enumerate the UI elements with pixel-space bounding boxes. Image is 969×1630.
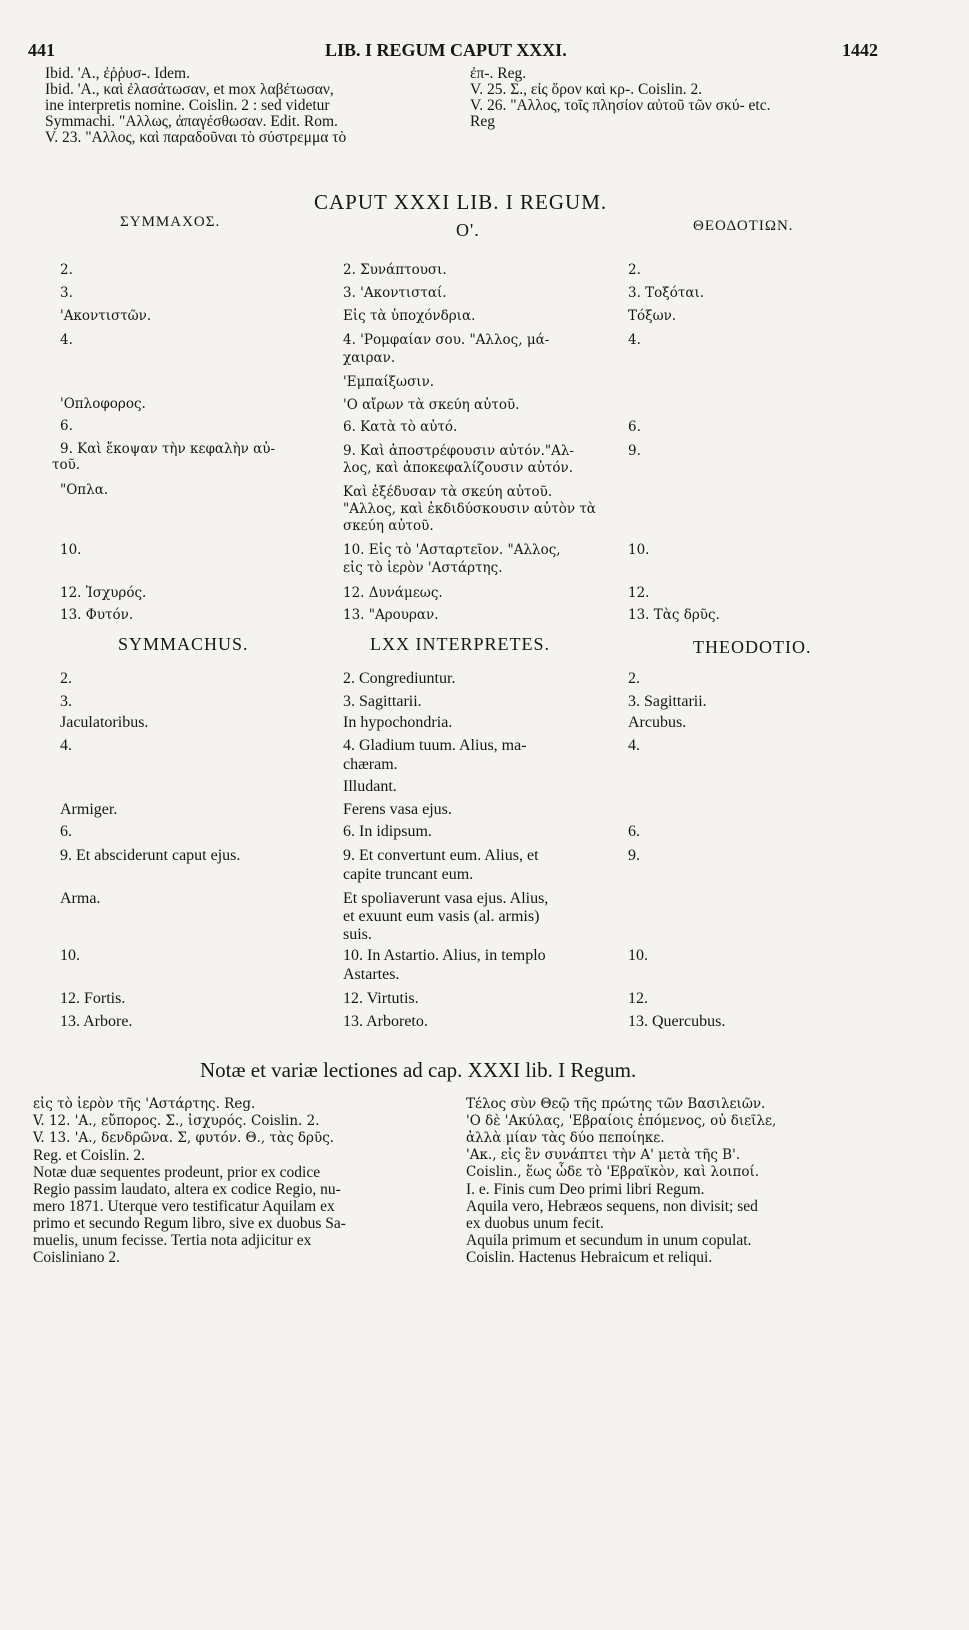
running-title: LIB. I REGUM CAPUT XXXI. bbox=[325, 40, 567, 60]
latin-sym-line: Jaculatoribus. bbox=[60, 714, 149, 731]
note-line: V. 25. Σ., εἰς ὅρον καὶ κρ-. Coislin. 2. bbox=[470, 81, 703, 98]
note-line: V. 12. 'Α., εὔπορος. Σ., ἰσχυρός. Coislin. 2. bbox=[33, 1113, 320, 1129]
note-line: primo et secundo Regum libro, sive ex duobus Sa- bbox=[33, 1215, 346, 1232]
latin-sym-line: 3. bbox=[60, 693, 72, 710]
latin-head-symmachus: SYMMACHUS. bbox=[118, 634, 249, 654]
note-line: Coislin. Hactenus Hebraicum et reliqui. bbox=[466, 1249, 713, 1266]
note-line: Notæ duæ sequentes prodeunt, prior ex codice bbox=[33, 1164, 321, 1181]
greek-lxx-line: 13. "Αρουραν. bbox=[343, 607, 439, 623]
note-line: 'Ακ., εἰς ἓν συνάπτει τὴν Α' μετὰ τῆς Β'. bbox=[466, 1147, 741, 1163]
greek-lxx-line: 9. Καὶ ἀποστρέφουσιν αὐτόν."Αλ- bbox=[343, 443, 574, 459]
top-notes-right bbox=[470, 66, 770, 130]
note-line: muelis, unum fecisse. Tertia nota adjicitur ex bbox=[33, 1232, 312, 1249]
latin-lxx-line: Ferens vasa ejus. bbox=[343, 801, 452, 818]
latin-sym-line: 13. Arbore. bbox=[60, 1013, 133, 1030]
greek-theo-line: 4. bbox=[628, 332, 641, 348]
greek-lxx-line: λος, καὶ ἀποκεφαλίζουσιν αὐτόν. bbox=[343, 460, 574, 476]
latin-lxx-line: In hypochondria. bbox=[343, 714, 453, 731]
note-line: Reg. et Coislin. 2. bbox=[33, 1147, 145, 1164]
note-line: ἐπ-. Reg. bbox=[470, 65, 527, 82]
latin-lxx-line: suis. bbox=[343, 926, 372, 943]
greek-sym-line: 6. bbox=[60, 418, 73, 434]
latin-lxx-line: 13. Arboreto. bbox=[343, 1013, 428, 1030]
latin-theo-line: 9. bbox=[628, 847, 640, 864]
greek-lxx-line: 2. Συνάπτουσι. bbox=[343, 262, 447, 278]
note-line: ex duobus unum fecit. bbox=[466, 1215, 604, 1232]
greek-theo-line: Τόξων. bbox=[628, 308, 677, 324]
latin-theo-line: 3. Sagittarii. bbox=[628, 693, 707, 710]
greek-lxx-line: Εἰς τὰ ὑποχόνδρια. bbox=[343, 308, 476, 324]
latin-theo-line: 12. bbox=[628, 990, 648, 1007]
greek-sym-line: 3. bbox=[60, 285, 73, 301]
note-line: Reg bbox=[470, 113, 495, 130]
greek-sym-line: 'Οπλοφορος. bbox=[60, 396, 146, 412]
greek-sym-line: 'Ακοντιστῶν. bbox=[60, 308, 152, 324]
latin-lxx-line: capite truncant eum. bbox=[343, 866, 474, 883]
greek-lxx-line: 'Ο αἴρων τὰ σκεύη αὐτοῦ. bbox=[343, 397, 520, 413]
greek-theo-line: 6. bbox=[628, 419, 641, 435]
note-line: 'Ο δὲ 'Ακύλας, 'Εβραίοις ἑπόμενος, οὐ διεῖλε, bbox=[466, 1113, 777, 1129]
note-line: εἰς τὸ ἱερὸν τῆς 'Αστάρτης. Reg. bbox=[33, 1096, 256, 1112]
latin-lxx-line: 3. Sagittarii. bbox=[343, 693, 422, 710]
bottom-notes-left bbox=[33, 1096, 346, 1266]
greek-lxx-line: χαιραν. bbox=[343, 350, 396, 366]
greek-lxx-line: Καὶ ἐξέδυσαν τὰ σκεύη αὐτοῦ. bbox=[343, 484, 553, 500]
greek-theo-line: 13. Τὰς δρῦς. bbox=[628, 607, 720, 623]
latin-theo-line: 2. bbox=[628, 670, 640, 687]
note-line: Coisliniano 2. bbox=[33, 1249, 120, 1266]
note-line: Aquila vero, Hebræos sequens, non divisit; sed bbox=[466, 1198, 758, 1215]
greek-head-lxx: Ο'. bbox=[456, 220, 480, 240]
greek-lxx-line: 10. Εἰς τὸ 'Ασταρτεῖον. "Αλλος, bbox=[343, 542, 561, 558]
latin-theo-line: 13. Quercubus. bbox=[628, 1013, 726, 1030]
latin-head-theodotion: THEODOTIO. bbox=[693, 637, 812, 657]
latin-lxx-line: 10. In Astartio. Alius, in templo bbox=[343, 947, 546, 964]
latin-lxx-line: 2. Congrediuntur. bbox=[343, 670, 456, 687]
greek-sym-line: 2. bbox=[60, 262, 73, 278]
latin-head-lxx: LXX INTERPRETES. bbox=[370, 634, 550, 654]
top-notes-left bbox=[45, 66, 346, 146]
greek-lxx-line: 12. Δυνάμεως. bbox=[343, 585, 443, 601]
latin-lxx-line: Illudant. bbox=[343, 778, 397, 795]
latin-sym-line: 10. bbox=[60, 947, 80, 964]
greek-sym-line: 13. Φυτόν. bbox=[60, 607, 134, 623]
greek-theo-line: 3. Τοξόται. bbox=[628, 285, 705, 301]
greek-theo-line: 12. bbox=[628, 585, 650, 601]
latin-sym-line: 2. bbox=[60, 670, 72, 687]
page-number-right: 1442 bbox=[842, 40, 878, 60]
greek-sym-line: 10. bbox=[60, 542, 82, 558]
greek-theo-line: 2. bbox=[628, 262, 641, 278]
note-line: Coislin., ἕως ὧδε τὸ 'Εβραϊκὸν, καὶ λοιποί. bbox=[466, 1164, 760, 1180]
latin-lxx-line: chæram. bbox=[343, 756, 398, 773]
latin-sym-line: 6. bbox=[60, 823, 72, 840]
note-line: mero 1871. Uterque vero testificatur Aquilam ex bbox=[33, 1198, 335, 1215]
note-line: Ibid. 'Α., ἐῤῥυσ-. Idem. bbox=[45, 65, 190, 82]
note-line: V. 26. "Αλλος, τοῖς πλησίον αὐτοῦ τῶν σκύ- etc. bbox=[470, 97, 771, 114]
latin-sym-line: 4. bbox=[60, 737, 72, 754]
latin-lxx-line: et exuunt eum vasis (al. armis) bbox=[343, 908, 540, 925]
latin-sym-line: Armiger. bbox=[60, 801, 118, 818]
latin-theo-line: 10. bbox=[628, 947, 648, 964]
latin-lxx-line: Astartes. bbox=[343, 966, 400, 983]
latin-sym-line: 12. Fortis. bbox=[60, 990, 126, 1007]
latin-sym-line: Arma. bbox=[60, 890, 101, 907]
note-line: Ibid. 'Α., καὶ ἐλασάτωσαν, et mox λαβέτωσαν, bbox=[45, 81, 334, 98]
latin-lxx-line: Et spoliaverunt vasa ejus. Alius, bbox=[343, 890, 549, 907]
latin-lxx-line: 4. Gladium tuum. Alius, ma- bbox=[343, 737, 527, 754]
page-number-left: 441 bbox=[28, 40, 55, 60]
greek-head-theodotion: ΘΕΟΔΟΤΙΩΝ. bbox=[693, 218, 794, 234]
note-line: Aquila primum et secundum in unum copulat. bbox=[466, 1232, 752, 1249]
greek-lxx-line: 3. 'Ακοντισταί. bbox=[343, 285, 447, 301]
greek-sym-line: "Οπλα. bbox=[60, 482, 109, 498]
latin-theo-line: 4. bbox=[628, 737, 640, 754]
greek-lxx-line: 'Εμπαίξωσιν. bbox=[343, 374, 435, 390]
note-line: Symmachi. "Αλλως, ἀπαγέσθωσαν. Edit. Rom. bbox=[45, 113, 338, 130]
latin-theo-line: Arcubus. bbox=[628, 714, 687, 731]
latin-theo-line: 6. bbox=[628, 823, 640, 840]
note-line: V. 23. "Αλλος, καὶ παραδοῦναι τὸ σύστρεμμα τὸ bbox=[45, 129, 347, 146]
note-line: Regio passim laudato, altera ex codice Regio, nu- bbox=[33, 1181, 341, 1198]
notes-title: Notæ et variæ lectiones ad cap. XXXI lib. I Regum. bbox=[200, 1058, 637, 1082]
greek-sym-line: 12. Ἰσχυρός. bbox=[60, 585, 147, 601]
note-line: Τέλος σὺν Θεῷ τῆς πρώτης τῶν Βασιλειῶν. bbox=[466, 1096, 766, 1112]
section-title: CAPUT XXXI LIB. I REGUM. bbox=[314, 190, 608, 214]
greek-lxx-line: εἰς τὸ ἱερὸν 'Αστάρτης. bbox=[343, 560, 503, 576]
greek-theo-line: 10. bbox=[628, 542, 650, 558]
greek-lxx-line: σκεύη αὐτοῦ. bbox=[343, 518, 434, 534]
note-line: I. e. Finis cum Deo primi libri Regum. bbox=[466, 1181, 705, 1198]
note-line: ἀλλὰ μίαν τὰς δύο πεποίηκε. bbox=[466, 1130, 665, 1146]
latin-sym-line: 9. Et absciderunt caput ejus. bbox=[60, 847, 241, 864]
greek-lxx-line: 6. Κατὰ τὸ αὐτό. bbox=[343, 419, 458, 435]
greek-head-symmachus: ΣΥΜΜΑΧΟΣ. bbox=[120, 214, 221, 230]
note-line: ine interpretis nomine. Coislin. 2 : sed videtur bbox=[45, 97, 330, 114]
note-line: V. 13. 'Α., δενδρῶνα. Σ, φυτόν. Θ., τὰς δρῦς. bbox=[33, 1130, 335, 1146]
greek-sym-line: τοῦ. bbox=[52, 457, 81, 473]
greek-theo-line: 9. bbox=[628, 443, 641, 459]
greek-sym-line: 9. Καὶ ἔκοψαν τὴν κεφαλὴν αὐ- bbox=[60, 441, 276, 457]
greek-sym-line: 4. bbox=[60, 332, 73, 348]
bottom-notes-right bbox=[466, 1096, 776, 1266]
latin-lxx-line: 6. In idipsum. bbox=[343, 823, 432, 840]
latin-lxx-line: 9. Et convertunt eum. Alius, et bbox=[343, 847, 539, 864]
latin-lxx-line: 12. Virtutis. bbox=[343, 990, 419, 1007]
greek-lxx-line: 4. 'Ρομφαίαν σου. "Αλλος, μά- bbox=[343, 332, 550, 348]
greek-lxx-line: "Αλλος, καὶ ἐκδιδύσκουσιν αὐτὸν τὰ bbox=[343, 501, 596, 517]
